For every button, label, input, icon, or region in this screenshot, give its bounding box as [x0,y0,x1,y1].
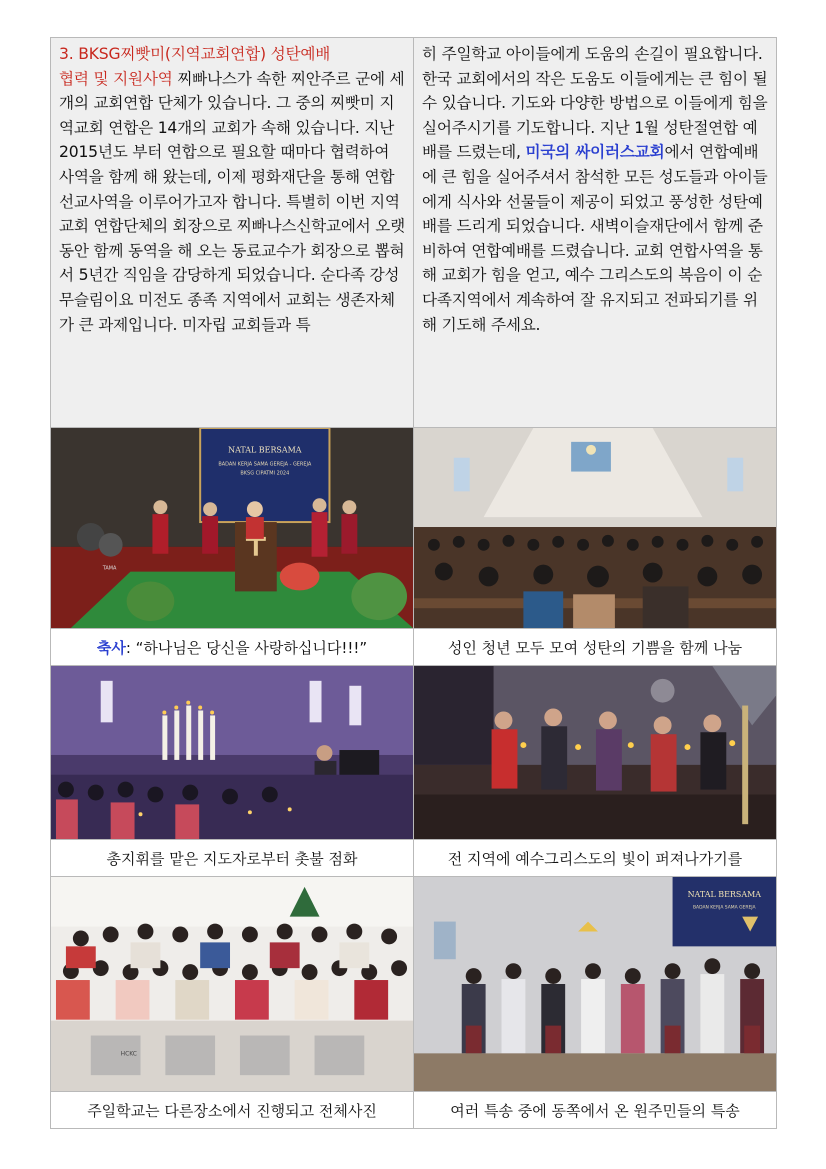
candle-sharing-photo-image [414,666,776,839]
caption-row-1 [50,628,777,666]
chair-text: HCKC [120,1050,137,1058]
article-right-column [413,37,777,428]
caption-6: 여러 특송 중에 동쪽에서 온 원주민들의 특송 [413,1091,777,1129]
caption-4: 전 지역에 예수그리스도의 빛이 퍼져나가기를 [413,839,777,877]
caption-5: 주일학교는 다른장소에서 진행되고 전체사진 [50,1091,414,1129]
church-highlight: 미국의 싸이러스교회 [525,143,665,162]
stage-banner-title: NATAL BERSAMA [228,445,302,455]
candle-hall-photo-image [51,666,413,839]
congregation-photo-image [414,428,776,628]
article-subheading: 협력 및 지원사역 [59,69,173,88]
photo-candle-lighting-hall [50,665,414,840]
article-left-text: 찌빠나스가 속한 찌안주르 군에 세 개의 교회연합 단체가 있습니다. 그 중의 찌빳미 지역교회 연합은 14개의 교회가 속해 있습니다. 지난 2015년도 부터 연합으로 필요할 때마다 협력하여 사역을 함께 해 왔는데, 이제 평화재단을 통해 연합 선교사역을 이루어가고자 합니다. 특별히 이번 지역교회 연합단체의 회장으로 찌빠나스신학교에서 오랫동안 함께 동역을 해 오는 동료교수가 회장으로 뽑혀서 5년간 직임을 감당하게 되었습니다. 순다족 강성 무슬림이요 미전도 종족 지역에서 교회는 생존자체가 큰 과제입니다. 미자립 교회들과 특 [59,69,406,334]
stage-banner-line-2: BADAN KERJA SAMA GEREJA - GEREJA [218,461,312,468]
choir-banner-subtitle: BADAN KERJA SAMA GEREJA [692,905,756,911]
caption-row-3 [50,1091,777,1129]
article-right-paragraph [422,42,770,337]
caption-1-lead: 축사 [96,638,126,657]
article-row [50,37,777,428]
choir-banner-title: NATAL BERSAMA [687,889,761,899]
photo-sunday-school-group [50,876,414,1092]
sunday-school-photo-image [51,877,413,1091]
article-left-column [50,37,414,428]
caption-2: 성인 청년 모두 모여 성탄의 기쁨을 함께 나눔 [413,628,777,666]
photo-row-1 [50,427,777,629]
drum-brand-text: TAMA [102,565,117,572]
caption-row-2 [50,839,777,877]
photo-stage-speaker [50,427,414,629]
stage-banner-line-3: BKSG CIPATMI 2024 [240,470,290,477]
choir-photo-image [414,877,776,1091]
article-left-paragraph [59,42,407,337]
article-heading: 3. BKSG찌빳미(지역교회연합) 성탄예배 [59,45,331,63]
article-right-text-2: 에서 연합예배에 큰 힘을 실어주셔서 참석한 모든 성도들과 아이들에게 식사와 선물들이 제공이 되었고 풍성한 성탄예배를 드리게 되었습니다. 새벽이슬재단에서 함께 준비하여 연합예배를 드렸습니다. 교회 연합사역을 통해 교회가 힘을 얻고, 예수 그리스도의 복음이 이 순다족지역에서 계속하여 잘 유지되고 전파되기를 위해 기도해 주세요. [422,143,768,334]
photo-row-2 [50,665,777,840]
newsletter-page [50,37,777,1129]
caption-1 [50,628,414,666]
caption-1-text: : “하나님은 당신을 사랑하십니다!!!” [125,638,368,657]
article-right-text-1: 히 주일학교 아이들에게 도움의 손길이 필요합니다. 한국 교회에서의 작은 도움도 이들에게는 큰 힘이 될 수 있습니다. 기도와 다양한 방법으로 이들에게 힘을 실어주시기를 기도합니다. 지난 1월 성탄절연합 예배를 드렸는데, [422,45,768,162]
photo-candle-sharing [413,665,777,840]
stage-photo-image [51,428,413,628]
photo-row-3 [50,876,777,1092]
caption-3: 총지휘를 맡은 지도자로부터 촛불 점화 [50,839,414,877]
photo-indigenous-choir [413,876,777,1092]
photo-congregation [413,427,777,629]
